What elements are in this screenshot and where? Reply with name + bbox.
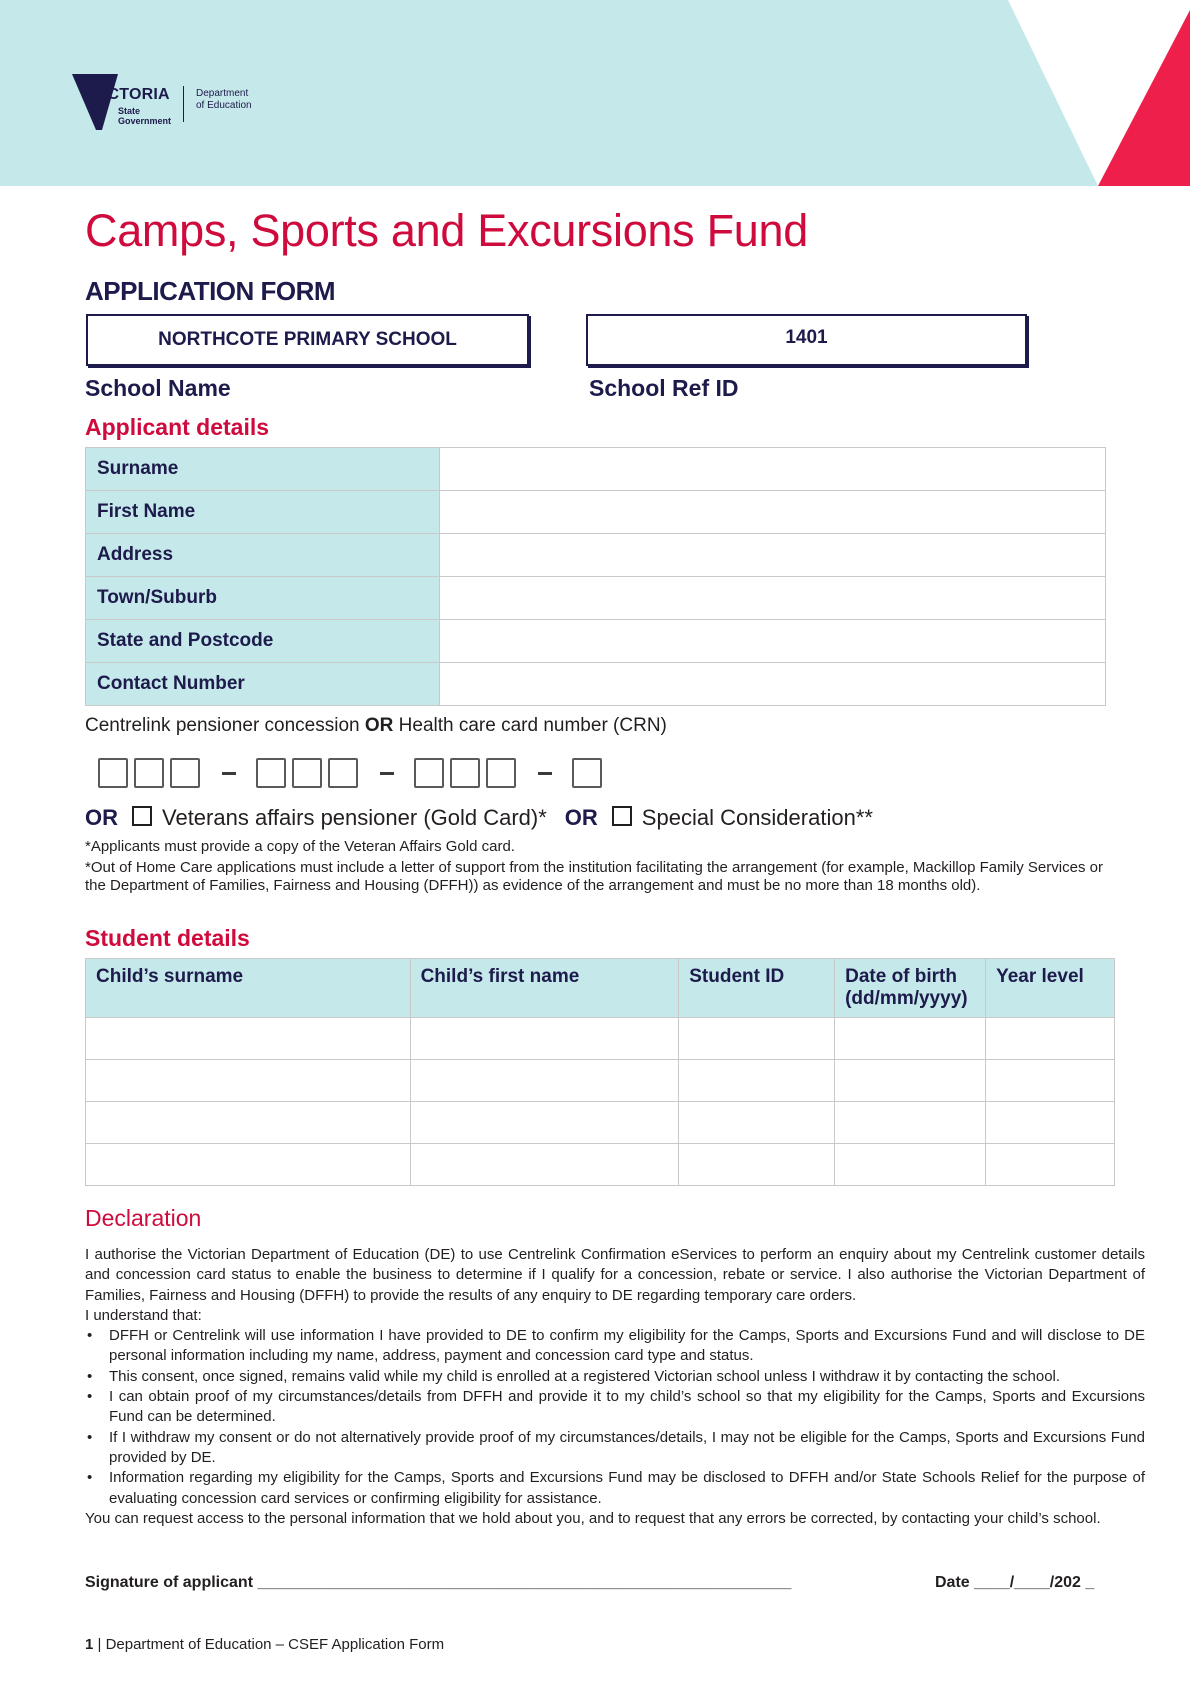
date-field[interactable]: Date ____/____/202 _ [935, 1574, 1095, 1591]
logo-of-education: of Education [196, 100, 252, 111]
student-cell[interactable] [679, 1018, 835, 1060]
crn-digit-box[interactable] [134, 758, 164, 788]
student-cell[interactable] [679, 1144, 835, 1186]
student-cell[interactable] [986, 1144, 1115, 1186]
student-cell[interactable] [86, 1102, 411, 1144]
student-cell[interactable] [835, 1060, 986, 1102]
logo-department: Department [196, 88, 249, 99]
student-cell[interactable] [86, 1018, 411, 1060]
student-row [86, 1144, 1115, 1186]
applicant-row [86, 491, 1106, 534]
crn-label [85, 715, 667, 737]
student-cell[interactable] [679, 1102, 835, 1144]
declaration-body [85, 1245, 1145, 1529]
student-cell[interactable] [986, 1018, 1115, 1060]
crn-digit-box[interactable] [98, 758, 128, 788]
crn-digit-box[interactable] [292, 758, 322, 788]
applicant-field-input[interactable] [440, 663, 1106, 706]
student-cell[interactable] [835, 1018, 986, 1060]
school-name-caption: School Name [85, 375, 231, 401]
applicant-field-label: Surname [86, 448, 440, 491]
student-cell[interactable] [86, 1144, 411, 1186]
applicant-field-label: State and Postcode [86, 620, 440, 663]
footer-text: | Department of Education – CSEF Application Form [93, 1636, 445, 1653]
student-details-table [85, 958, 1115, 1186]
student-row [86, 1102, 1115, 1144]
student-row [86, 1018, 1115, 1060]
student-cell[interactable] [410, 1018, 679, 1060]
school-ref-caption: School Ref ID [589, 375, 739, 401]
school-ref-field[interactable] [586, 314, 1027, 366]
declaration-bullet: • I can obtain proof of my circumstances/details from DFFH and provide it to my child’s school so that my eligibility for the Camps, Sports and Excursions Fund can be determined. [109, 1387, 1145, 1428]
special-consideration-checkbox[interactable] [612, 806, 632, 826]
student-cell[interactable] [986, 1060, 1115, 1102]
declaration-bullet: • Information regarding my eligibility for the Camps, Sports and Excursions Fund may be disclosed to DFFH and/or State Schools Relief for the purpose of evaluating concession card services or confirming eligibility for assistance. [109, 1468, 1145, 1509]
student-cell[interactable] [410, 1060, 679, 1102]
declaration-title: Declaration [85, 1205, 202, 1231]
victoria-government-logo [72, 72, 272, 132]
page-number: 1 [85, 1636, 94, 1653]
crn-label-or: OR [364, 715, 394, 736]
veterans-checkbox[interactable] [132, 806, 152, 826]
declaration-bullet: • This consent, once signed, remains valid while my child is enrolled at a registered Victorian school unless I withdraw it by contacting the school. [109, 1367, 1145, 1387]
veterans-option-label: Veterans affairs pensioner (Gold Card)* [162, 805, 547, 830]
form-subtitle: APPLICATION FORM [85, 276, 336, 306]
applicant-field-input[interactable] [440, 448, 1106, 491]
logo-government: Government [118, 116, 172, 126]
applicant-field-label: Address [86, 534, 440, 577]
or-label: OR [85, 805, 118, 830]
applicant-row [86, 448, 1106, 491]
applicant-field-input[interactable] [440, 491, 1106, 534]
applicant-row [86, 577, 1106, 620]
student-column-header: Child’s surname [86, 959, 411, 1018]
logo-state: State [118, 106, 141, 116]
concession-options [85, 805, 873, 831]
page-title: Camps, Sports and Excursions Fund [85, 205, 808, 256]
school-ref-value: 1401 [785, 327, 828, 348]
declaration-bullet: • If I withdraw my consent or do not alternatively provide proof of my circumstances/details, I may not be eligible for the Camps, Sports and Excursions Fund provided by DE. [109, 1428, 1145, 1469]
veterans-note: *Applicants must provide a copy of the Veteran Affairs Gold card. [85, 838, 515, 855]
crn-separator [222, 772, 236, 775]
student-column-header: Year level [986, 959, 1115, 1018]
applicant-field-input[interactable] [440, 534, 1106, 577]
crn-digit-box[interactable] [572, 758, 602, 788]
declaration-understand: I understand that: [85, 1306, 202, 1324]
applicant-row [86, 663, 1106, 706]
student-column-header: Student ID [679, 959, 835, 1018]
student-cell[interactable] [410, 1102, 679, 1144]
crn-digit-box[interactable] [450, 758, 480, 788]
crn-digit-box[interactable] [328, 758, 358, 788]
logo-wordmark: VICTORIA [92, 86, 170, 103]
declaration-intro: I authorise the Victorian Department of Education (DE) to use Centrelink Confirmation eServices to perform an enquiry about my Centrelink customer details and concession card status to enable the business to determine if I qualify for a concession, rebate or service. I also authorise the Victorian Department of Families, Fairness and Housing (DFFH) to provide the results of any enquiry to DE regarding temporary care orders. [85, 1246, 1145, 1304]
school-name-field[interactable] [86, 314, 529, 366]
declaration-closing: You can request access to the personal information that we hold about you, and to request that any errors be corrected, by contacting your child’s school. [85, 1509, 1101, 1527]
or-label: OR [564, 805, 598, 830]
student-cell[interactable] [835, 1144, 986, 1186]
applicant-details-table [85, 447, 1106, 706]
student-cell[interactable] [986, 1102, 1115, 1144]
signature-field[interactable]: Signature of applicant ____________________________________________________________ [85, 1574, 792, 1591]
crn-digit-box[interactable] [486, 758, 516, 788]
crn-separator [538, 772, 552, 775]
crn-label-pre: Centrelink pensioner concession [85, 715, 365, 736]
applicant-field-label: Contact Number [86, 663, 440, 706]
crn-digit-box[interactable] [414, 758, 444, 788]
school-name-value: NORTHCOTE PRIMARY SCHOOL [158, 329, 457, 350]
student-cell[interactable] [835, 1102, 986, 1144]
applicant-field-label: Town/Suburb [86, 577, 440, 620]
declaration-bullets [85, 1326, 1145, 1509]
student-row [86, 1060, 1115, 1102]
page-footer [85, 1636, 444, 1653]
applicant-section-title: Applicant details [85, 414, 270, 440]
crn-digit-box[interactable] [256, 758, 286, 788]
applicant-row [86, 534, 1106, 577]
student-cell[interactable] [679, 1060, 835, 1102]
student-cell[interactable] [86, 1060, 411, 1102]
declaration-bullet: • DFFH or Centrelink will use information I have provided to DE to confirm my eligibility for the Camps, Sports and Excursions Fund and will disclose to DE personal information including my name, address, payment and concession card type and status. [109, 1326, 1145, 1367]
student-cell[interactable] [410, 1144, 679, 1186]
crn-separator [380, 772, 394, 775]
student-column-header: Date of birth (dd/mm/yyyy) [835, 959, 986, 1018]
crn-input-group [98, 755, 608, 791]
applicant-field-input[interactable] [440, 577, 1106, 620]
logo-divider [183, 86, 184, 122]
applicant-field-label: First Name [86, 491, 440, 534]
special-consideration-label: Special Consideration** [641, 805, 873, 830]
crn-label-post: Health care card number (CRN) [393, 715, 667, 736]
applicant-field-input[interactable] [440, 620, 1106, 663]
applicant-row [86, 620, 1106, 663]
student-section-title: Student details [85, 925, 250, 951]
crn-digit-box[interactable] [170, 758, 200, 788]
student-column-header: Child’s first name [410, 959, 679, 1018]
home-care-note: *Out of Home Care applications must include a letter of support from the institution facilitating the arrangement (for example, Mackillop Family Services or the Department of Families, Fairness and Housing (DFFH)) as evidence of the arrangement and must be no more than 18 months old). [85, 859, 1103, 894]
